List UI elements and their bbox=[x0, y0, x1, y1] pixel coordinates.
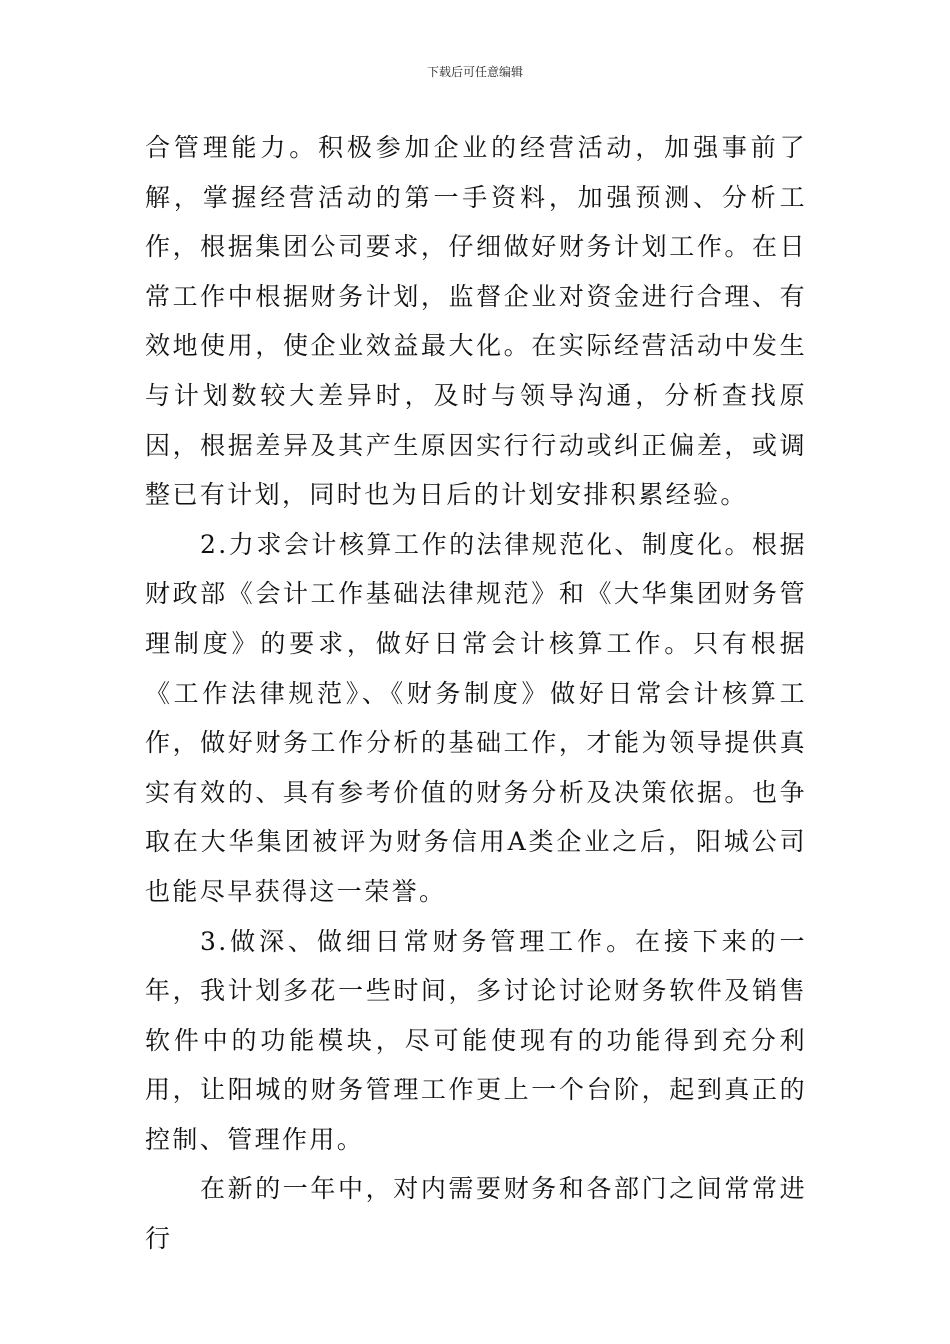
paragraph-new-year: 在新的一年中，对内需要财务和各部门之间常常进行 bbox=[145, 1174, 807, 1254]
page-header: 下载后可任意编辑 bbox=[426, 65, 523, 79]
paragraph-item-3: 3.做深、做细日常财务管理工作。在接下来的一年，我计划多花一些时间，多讨论讨论财务软件及销售软件中的功能模块，尽可能使现有的功能得到充分利用，让阳城的财务管理工作更上一个台阶，起到真正的控制、管理作用。 bbox=[145, 926, 807, 1154]
document-body bbox=[145, 123, 807, 1264]
paragraph-continued: 合管理能力。积极参加企业的经营活动，加强事前了解，掌握经营活动的第一手资料，加强预测、分析工作，根据集团公司要求，仔细做好财务计划工作。在日常工作中根据财务计划，监督企业对资金进行合理、有效地使用，使企业效益最大化。在实际经营活动中发生与计划数较大差异时，及时与领导沟通，分析查找原因，根据差异及其产生原因实行行动或纠正偏差，或调整已有计划，同时也为日后的计划安排积累经验。 bbox=[145, 133, 807, 510]
paragraph-item-2: 2.力求会计核算工作的法律规范化、制度化。根据财政部《会计工作基础法律规范》和《大华集团财务管理制度》的要求，做好日常会计核算工作。只有根据《工作法律规范》、《财务制度》做好日常会计核算工作，做好财务工作分析的基础工作，才能为领导提供真实有效的、具有参考价值的财务分析及决策依据。也争取在大华集团被评为财务信用A类企业之后，阳城公司也能尽早获得这一荣誉。 bbox=[145, 529, 807, 906]
